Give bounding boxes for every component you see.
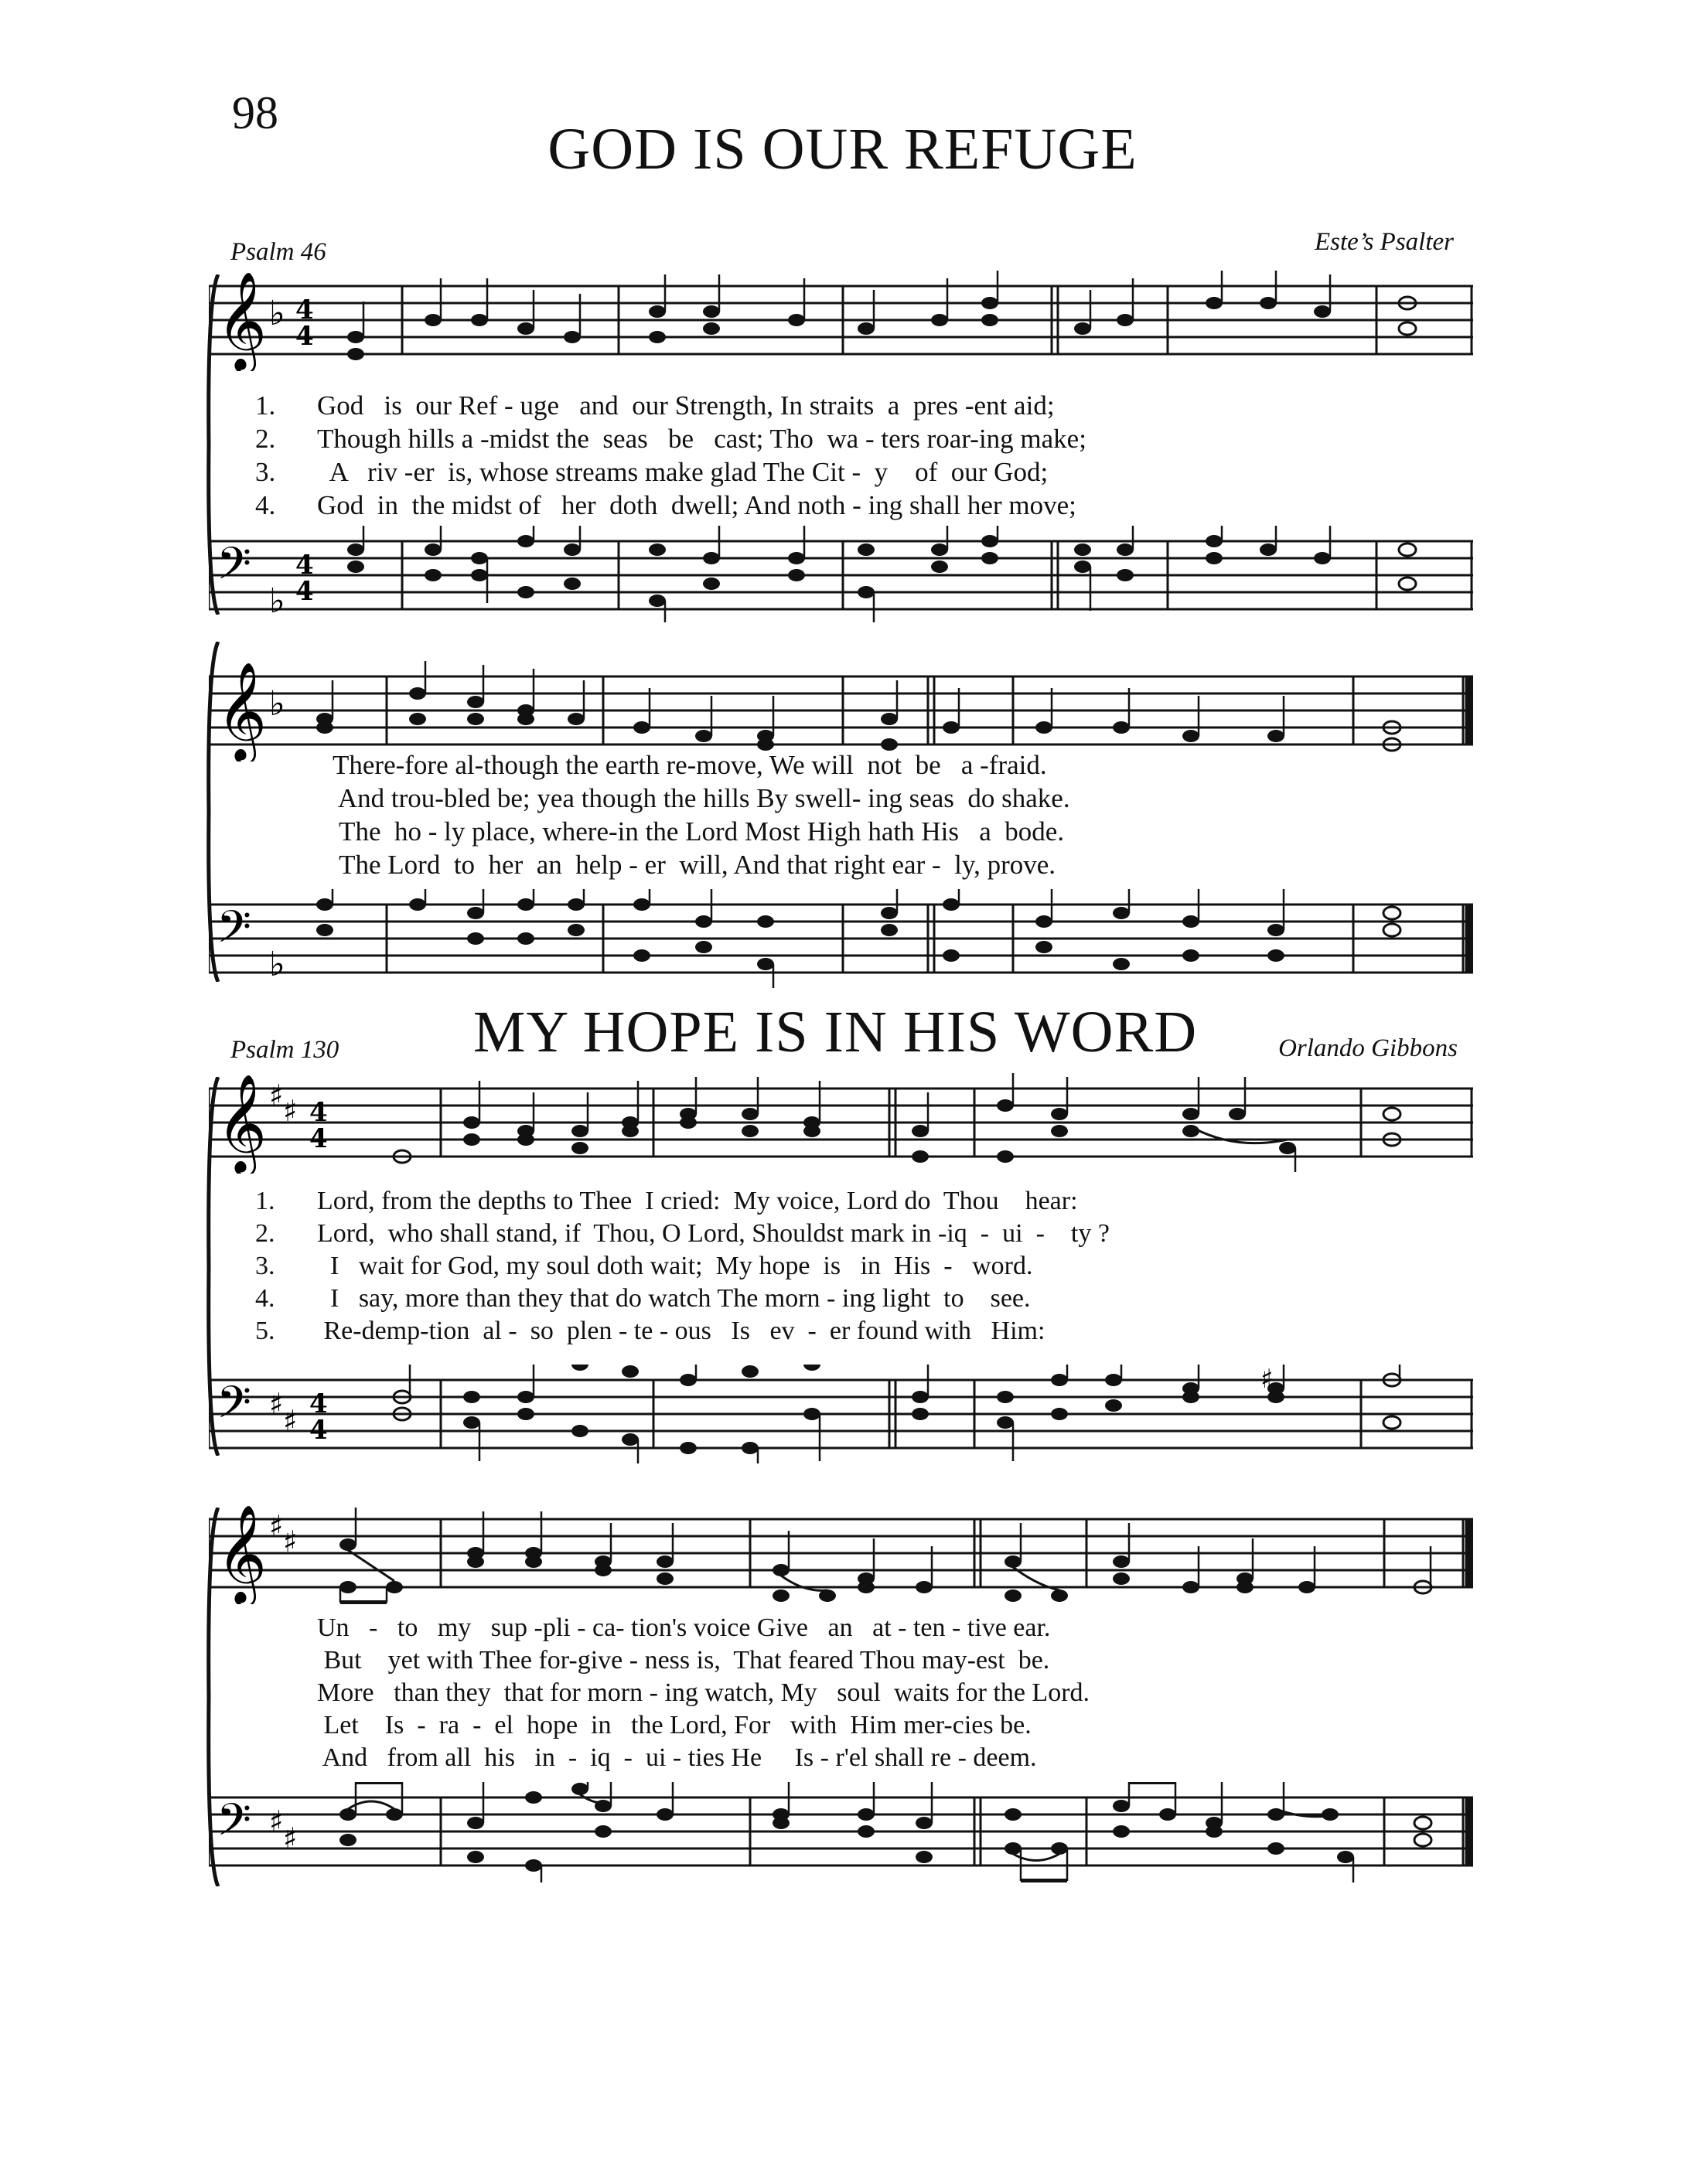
hymn2-sys1-lyrics — [255, 1185, 1462, 1348]
hymn1-sys1-lyrics — [255, 389, 1462, 522]
svg-text:♯: ♯ — [283, 1404, 298, 1438]
hymn2-sys1-treble-staff — [209, 1073, 1473, 1174]
lyric-line — [255, 1185, 1462, 1218]
svg-text:4: 4 — [295, 321, 314, 352]
hymn1-source-right: Este’s Psalter — [1315, 228, 1454, 256]
svg-text:♯: ♯ — [269, 1509, 284, 1543]
lyric-line — [255, 1315, 1462, 1348]
svg-text:4: 4 — [309, 1123, 328, 1154]
svg-text:♯: ♯ — [283, 1525, 298, 1559]
verse-number: 4. — [255, 1284, 275, 1313]
verse-number: 5. — [255, 1317, 275, 1345]
svg-text:♭: ♭ — [269, 581, 285, 621]
lyric-line — [255, 848, 1462, 881]
lyric-line — [255, 1283, 1462, 1315]
hymn2-sys1-brace — [203, 1077, 220, 1456]
lyric-text: There-fore al-though the earth re-move, We will not be a -fraid. — [333, 750, 1047, 780]
lyric-text: God in the midst of her doth dwell; And noth - ing shall her move; — [317, 490, 1076, 520]
verse-number: 3. — [255, 1252, 275, 1280]
svg-text:𝄢: 𝄢 — [217, 1794, 252, 1857]
verse-number: 4. — [255, 490, 276, 520]
lyric-line — [255, 422, 1462, 455]
svg-text:𝄞: 𝄞 — [217, 1504, 268, 1603]
hymn1-title: GOD IS OUR REFUGE — [547, 117, 1138, 182]
hymn1-sys1-bass-staff — [209, 526, 1473, 626]
hymn2-sys2-brace — [203, 1508, 220, 1886]
hymn1-sys1-brace — [203, 274, 220, 615]
lyric-text: Though hills a -midst the seas be cast; Tho wa - ters roar-ing make; — [317, 424, 1086, 454]
lyric-text: The ho - ly place, where-in the Lord Most High hath His a bode. — [333, 816, 1065, 847]
svg-text:4: 4 — [295, 550, 314, 581]
hymn2-sys1-bass-staff — [209, 1365, 1473, 1465]
lyric-line — [255, 489, 1462, 522]
lyric-text: Let Is - ra - el hope in the Lord, For with Him mer-cies be. — [317, 1711, 1032, 1739]
verse-number: 2. — [255, 424, 276, 454]
hymn2-source-left: Psalm 130 — [230, 1036, 339, 1064]
hymn1-sys2-treble-staff — [209, 661, 1473, 762]
hymn1-source-left: Psalm 46 — [230, 238, 326, 266]
svg-text:♯: ♯ — [269, 1078, 284, 1112]
lyric-line — [255, 1218, 1462, 1250]
svg-text:4: 4 — [295, 576, 314, 607]
svg-text:♯: ♯ — [1260, 1365, 1274, 1395]
hymn1-sys2-bass-staff — [209, 889, 1473, 990]
svg-text:𝄢: 𝄢 — [217, 537, 252, 601]
svg-text:𝄞: 𝄞 — [217, 1073, 268, 1172]
svg-text:♯: ♯ — [283, 1094, 298, 1128]
svg-text:♯: ♯ — [269, 1387, 284, 1421]
lyric-text: I wait for God, my soul doth wait; My hope is in His - word. — [317, 1252, 1033, 1280]
svg-text:4: 4 — [309, 1388, 328, 1419]
hymn2-source-right: Orlando Gibbons — [1278, 1034, 1458, 1062]
hymn1-sys2-lyrics — [255, 748, 1462, 881]
hymn1-sys2-brace — [203, 642, 220, 982]
lyric-text: A riv -er is, whose streams make glad The Cit - y of our God; — [317, 457, 1049, 487]
lyric-line — [255, 1250, 1462, 1283]
svg-text:♭: ♭ — [269, 684, 285, 724]
lyric-text: I say, more than they that do watch The morn - ing light to see. — [317, 1284, 1031, 1313]
verse-number: 1. — [255, 1187, 275, 1215]
lyric-line — [255, 1742, 1462, 1774]
lyric-line — [255, 748, 1462, 782]
page-number: 98 — [232, 87, 278, 138]
lyric-text: God is our Ref - uge and our Strength, In straits a pres -ent aid; — [317, 390, 1055, 421]
lyric-line — [255, 1644, 1462, 1677]
lyric-line — [255, 1709, 1462, 1742]
lyric-text: Re-demp-tion al - so plen - te - ous Is ev - er found with Him: — [317, 1317, 1045, 1345]
lyric-line — [255, 1612, 1462, 1644]
hymn2-sys2-lyrics — [255, 1612, 1462, 1774]
hymn2-title: MY HOPE IS IN HIS WORD — [472, 1000, 1198, 1065]
hymn2-sys2-bass-staff — [209, 1782, 1473, 1882]
lyric-line — [255, 782, 1462, 815]
lyric-text: But yet with Thee for-give - ness is, That feared Thou may-est be. — [317, 1646, 1050, 1675]
svg-text:4: 4 — [309, 1415, 328, 1446]
svg-text:♭: ♭ — [269, 294, 285, 333]
svg-text:4: 4 — [295, 295, 314, 325]
svg-text:𝄢: 𝄢 — [217, 901, 252, 964]
lyric-text: And from all his in - iq - ui - ties He Is - r'el shall re - deem. — [317, 1743, 1037, 1772]
lyric-line — [255, 1677, 1462, 1709]
lyric-line — [255, 389, 1462, 422]
lyric-text: The Lord to her an help - er will, And that right ear - ly, prove. — [333, 850, 1056, 880]
lyric-text: Lord, who shall stand, if Thou, O Lord, Shouldst mark in -iq - ui - ty ? — [317, 1219, 1110, 1248]
lyric-text: And trou-bled be; yea though the hills By swell- ing seas do shake. — [333, 783, 1070, 813]
svg-text:♭: ♭ — [269, 945, 285, 984]
lyric-text: More than they that for morn - ing watch, My soul waits for the Lord. — [317, 1678, 1090, 1707]
lyric-line — [255, 815, 1462, 848]
svg-text:𝄢: 𝄢 — [217, 1376, 252, 1440]
lyric-line — [255, 455, 1462, 489]
verse-number: 2. — [255, 1219, 275, 1248]
lyric-text: Un - to my sup -pli - ca- tion's voice Give an at - ten - tive ear. — [317, 1613, 1051, 1642]
lyric-text: Lord, from the depths to Thee I cried: My voice, Lord do Thou hear: — [317, 1187, 1078, 1215]
svg-text:4: 4 — [309, 1097, 328, 1128]
svg-text:♯: ♯ — [269, 1804, 284, 1838]
hymn2-sys2-treble-staff — [209, 1504, 1473, 1604]
svg-text:𝄞: 𝄞 — [217, 661, 268, 760]
hymn1-sys1-treble-staff — [209, 271, 1473, 371]
verse-number: 3. — [255, 457, 276, 487]
verse-number: 1. — [255, 390, 276, 421]
svg-text:♯: ♯ — [283, 1821, 298, 1855]
svg-text:𝄞: 𝄞 — [217, 271, 268, 370]
